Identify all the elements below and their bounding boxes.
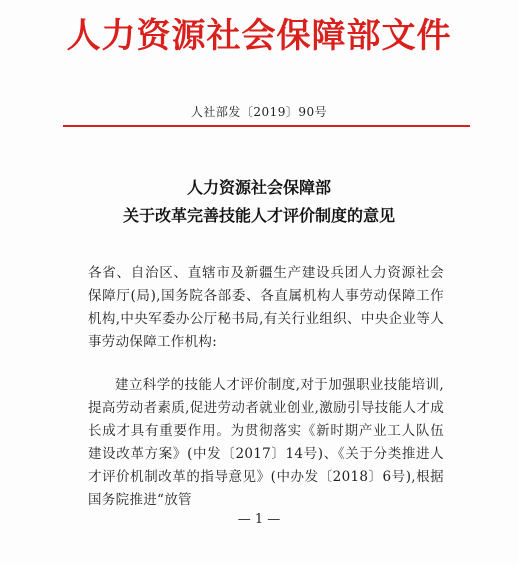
body-paragraph-1: 建立科学的技能人才评价制度,对于加强职业技能培训,提高劳动者素质,促进劳动者就业创业,激励引导技能人才成长成才具有重要作用。为贯彻落实《新时期产业工人队伍建设改革方案》(中发〔2017〕14号)、《关于分类推进人才评价机制改革的指导意见》(中办发〔2018〕6号),根据国务院推进“放管 [88, 377, 444, 508]
document-title-subject: 关于改革完善技能人才评价制度的意见 [122, 206, 395, 225]
document-masthead: 人力资源社会保障部文件 [66, 16, 452, 56]
addressee-paragraph: 各省、自治区、直辖市及新疆生产建设兵团人力资源社会保障厅(局),国务院各部委、各直属机构人事劳动保障工作机构,中央军委办公厅秘书局,有关行业组织、中央企业等人事劳动保障工作机构: [88, 265, 444, 350]
masthead-red-rule [63, 125, 470, 127]
document-title-issuer: 人力资源社会保障部 [186, 178, 331, 197]
document-number: 人社部发〔2019〕90号 [190, 105, 328, 119]
page-number: — 1 — [237, 512, 281, 527]
